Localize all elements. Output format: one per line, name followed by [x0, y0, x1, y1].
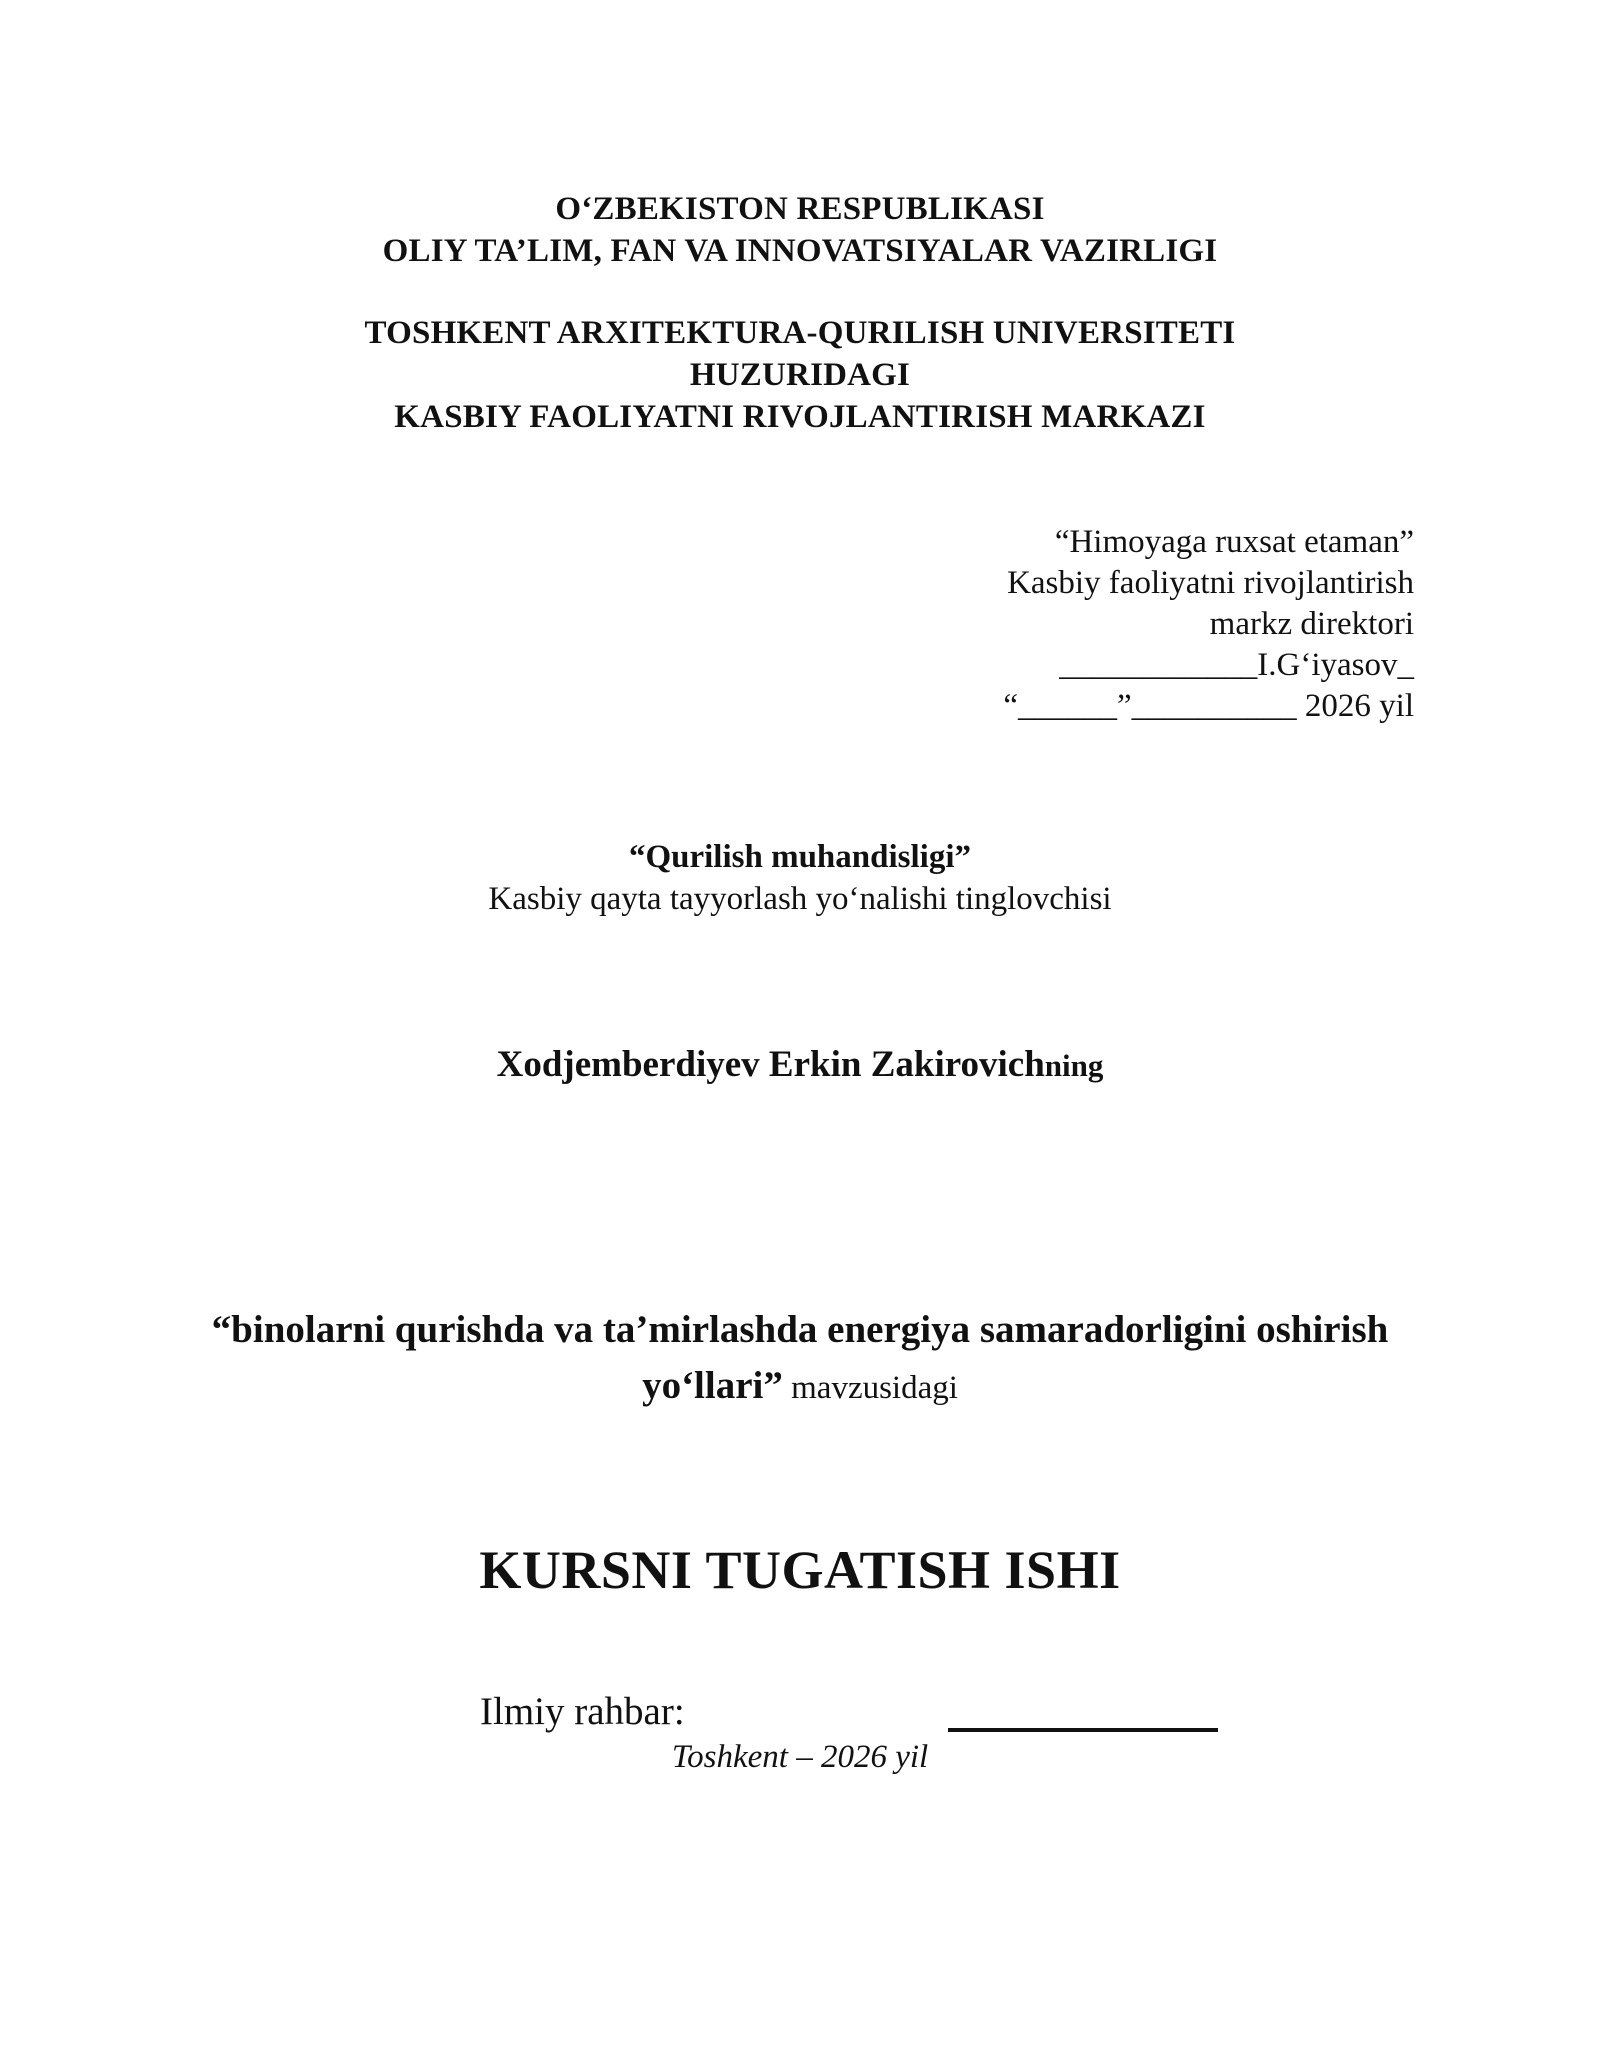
work-title: KURSNI TUGATISH ISHI: [479, 1540, 1121, 1600]
header-line-affiliation: HUZURIDAGI: [689, 357, 911, 393]
approval-line-director: markz direktori: [1209, 606, 1414, 642]
direction-block: [0, 836, 1600, 920]
topic-line-2-wrapper: [0, 1358, 1600, 1416]
approval-block: [1003, 522, 1414, 727]
header-line-ministry: OLIY TA’LIM, FAN VA INNOVATSIYALAR VAZIRLIGI: [382, 233, 1218, 269]
approval-line-signature: ____________I.G‘iyasov_: [1059, 647, 1414, 683]
student-block: [0, 1042, 1600, 1089]
city-year: Toshkent – 2026 yil: [671, 1739, 929, 1775]
topic-suffix: mavzusidagi: [782, 1370, 958, 1406]
topic-block: [0, 1302, 1600, 1416]
header-line-university: TOSHKENT ARXITEKTURA-QURILISH UNIVERSITETI: [364, 315, 1236, 351]
approval-line-date: “______”__________ 2026 yil: [1003, 688, 1414, 724]
direction-title: “Qurilish muhandisligi”: [628, 839, 972, 875]
topic-line-1: “binolarni qurishda va ta’mirlashda energiya samaradorligini oshirish: [211, 1308, 1389, 1351]
header-line-center: KASBIY FAOLIYATNI RIVOJLANTIRISH MARKAZI: [394, 399, 1206, 435]
work-title-block: [0, 1538, 1600, 1602]
approval-line-position: Kasbiy faoliyatni rivojlantirish: [1007, 565, 1414, 601]
direction-subtitle: Kasbiy qayta tayyorlash yo‘nalishi tinglovchisi: [488, 881, 1112, 917]
header-line-country: O‘ZBEKISTON RESPUBLIKASI: [555, 191, 1045, 227]
footer-block: [0, 1736, 1600, 1778]
supervisor-signature-line: [948, 1728, 1218, 1732]
student-name-line: [0, 1042, 1600, 1089]
topic-line-2: yo‘llari”: [642, 1364, 783, 1407]
ministry-header: [0, 188, 1600, 272]
approval-line-permit: “Himoyaga ruxsat etaman”: [1054, 524, 1414, 560]
student-name: Xodjemberdiyev Erkin Zakirovich: [496, 1044, 1045, 1085]
supervisor-label: Ilmiy rahbar:: [480, 1690, 685, 1733]
student-name-suffix: ning: [1044, 1048, 1104, 1083]
university-header: [0, 312, 1600, 438]
